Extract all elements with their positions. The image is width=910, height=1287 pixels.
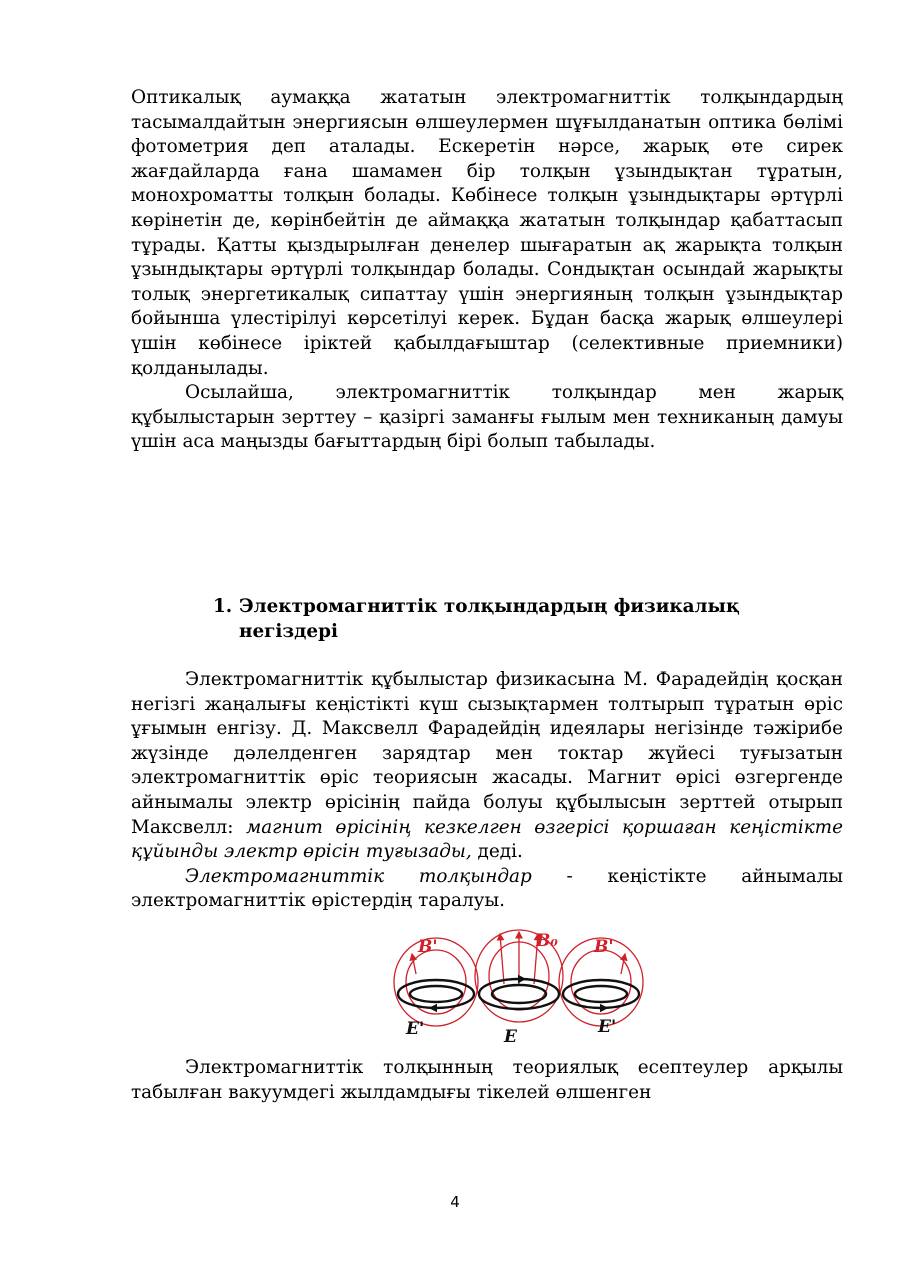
- label-b0: B₀: [536, 931, 558, 952]
- label-b-left: B': [418, 937, 438, 958]
- em-field-diagram: [386, 924, 651, 1046]
- heading-number: 1.: [213, 595, 233, 617]
- label-e-center: E: [504, 1027, 517, 1047]
- paragraph-wave-speed: Электромагниттік толқынның теориялық есептеулер арқылы табылған вакуумдегі жылдамдығы тікелей өлшенген: [131, 1057, 843, 1103]
- label-e-right: E': [598, 1017, 617, 1038]
- em-wave-figure: [131, 924, 843, 1054]
- label-b-right: B': [594, 937, 614, 958]
- label-e-left: E': [406, 1019, 425, 1040]
- section-heading: [213, 595, 843, 644]
- heading-text: Электромагниттік толқындардың физикалық негіздері: [239, 595, 740, 642]
- paragraph-definition: Электромагниттік толқындар - кеңістікте айнымалы электромагниттік өрістердің таралуы.: [131, 865, 843, 912]
- page-number: 4: [450, 1193, 460, 1211]
- paragraph-photometry: Оптикалық аумаққа жататын электромагниттік толқындардың тасымалдайтын энергиясын өлшеулермен шұғылданатын оптика бөлімі фотометрия деп аталады. Ескеретін нәрсе, жарық өте сирек жағдайларда ғана шамамен бір толқын ұзындықтан тұратын, монохроматты толқын болады. Көбінесе толқын ұзындықтары әртүрлі көрінетін де, көрінбейтін де аймаққа жататын толқындар қабаттасып тұрады. Қатты қыздырылған денелер шығаратын ақ жарықта толқын ұзындықтары әртүрлі толқындар болады. Сондықтан осындай жарықты толық энергетикалық сипаттау үшін энергияның толқын ұзындықтар бойынша үлестірілуі көрсетілуі керек. Бұдан басқа жарық өлшеулері үшін көбінесе іріктей қабылдағыштар (селективные приемники) қолданылады.: [131, 87, 843, 379]
- paragraph-maxwell: Электромагниттік құбылыстар физикасына М. Фарадейдің қосқан негізгі жаңалығы кеңістікті күш сызықтармен толтырып тұратын өріс ұғымын енгізу. Д. Максвелл Фарадейдің идеялары негізінде тәжірибе жүзінде дәлелденген зарядтар мен токтар жүйесі туғызатын электромагниттік өріс теориясын жасады. Магнит өрісі өзгергенде айнымалы электр өрісінің пайда болуы құбылысын зерттей отырып Максвелл: магнит өрісінің кезкелген өзгерісі қоршаған кеңістікте құйынды электр өрісін туғызады, деді.: [131, 669, 844, 863]
- document-page: [131, 86, 843, 1105]
- paragraph-conclusion: Осылайша, электромагниттік толқындар мен жарық құбылыстарын зерттеу – қазіргі заманғы ғылым мен техниканың дамуы үшін аса маңызды бағыттардың бірі болып табылады.: [131, 382, 843, 453]
